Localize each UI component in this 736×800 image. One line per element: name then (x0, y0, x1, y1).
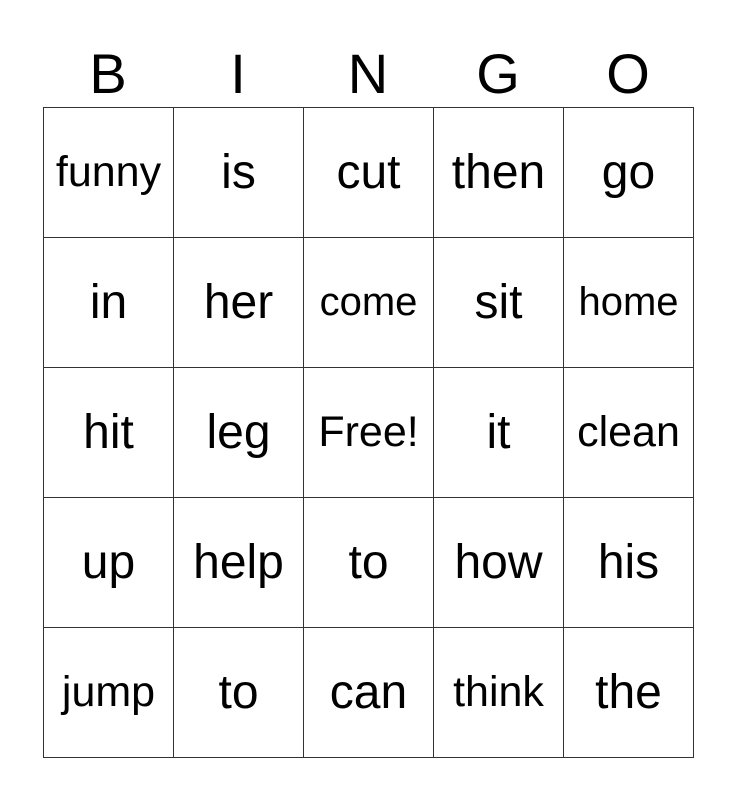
bingo-cell[interactable]: come (304, 238, 434, 368)
bingo-cell[interactable]: then (434, 108, 564, 238)
bingo-cell[interactable]: go (564, 108, 694, 238)
bingo-cell[interactable]: his (564, 498, 694, 628)
bingo-header (43, 40, 693, 107)
bingo-cell[interactable]: her (174, 238, 304, 368)
bingo-cell[interactable]: to (304, 498, 434, 628)
bingo-cell[interactable]: hit (44, 368, 174, 498)
bingo-cell[interactable]: help (174, 498, 304, 628)
bingo-cell[interactable]: leg (174, 368, 304, 498)
bingo-cell[interactable]: it (434, 368, 564, 498)
bingo-cell[interactable]: clean (564, 368, 694, 498)
bingo-cell[interactable]: jump (44, 628, 174, 758)
bingo-cell[interactable]: is (174, 108, 304, 238)
bingo-cell[interactable]: in (44, 238, 174, 368)
free-space-cell[interactable]: Free! (304, 368, 434, 498)
bingo-cell[interactable]: how (434, 498, 564, 628)
header-letter-o: O (606, 42, 650, 105)
header-letter-b: B (89, 42, 127, 105)
header-letter-i: I (230, 42, 246, 105)
bingo-card (43, 40, 693, 758)
bingo-cell[interactable]: the (564, 628, 694, 758)
bingo-cell[interactable]: funny (44, 108, 174, 238)
bingo-cell[interactable]: home (564, 238, 694, 368)
bingo-cell[interactable]: sit (434, 238, 564, 368)
bingo-cell[interactable]: up (44, 498, 174, 628)
bingo-cell[interactable]: cut (304, 108, 434, 238)
bingo-cell[interactable]: to (174, 628, 304, 758)
header-letter-g: G (476, 42, 520, 105)
bingo-grid (43, 107, 694, 758)
header-letter-n: N (347, 42, 389, 105)
bingo-cell[interactable]: can (304, 628, 434, 758)
bingo-cell[interactable]: think (434, 628, 564, 758)
